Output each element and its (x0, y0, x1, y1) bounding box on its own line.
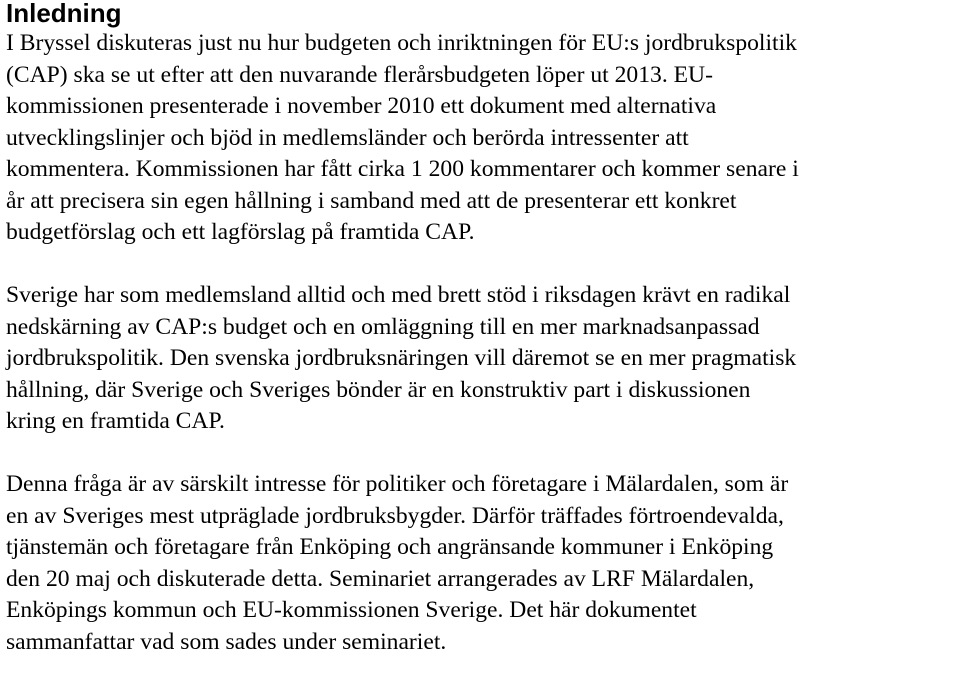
paragraph-line: Sverige har som medlemsland alltid och med brett stöd i riksdagen krävt en radikal (6, 282, 791, 308)
paragraph-line: den 20 maj och diskuterade detta. Seminariet arrangerades av LRF Mälardalen, (6, 565, 755, 592)
document-page (6, 0, 956, 658)
paragraph-line: Enköpings kommun och EU-kommissionen Sverige. Det här dokumentet (6, 597, 697, 623)
paragraph-spacer (6, 438, 956, 470)
paragraph-line: hållning, där Sverige och Sveriges bönder är en konstruktiv part i diskussionen (6, 376, 751, 403)
paragraph-line: kring en framtida CAP. (6, 408, 225, 434)
paragraph-line: år att precisera sin egen hållning i samband med att de presenterar ett konkret (6, 187, 737, 214)
paragraph-line: Denna fråga är av särskilt intresse för politiker och företagare i Mälardalen, som är (6, 471, 789, 497)
paragraph-line: utvecklingslinjer och bjöd in medlemsländer och berörda intressenter att (6, 124, 689, 151)
section-heading: Inledning (6, 0, 122, 28)
paragraph-seminar (6, 469, 956, 658)
paragraph-line: sammanfattar vad som sades under seminariet. (6, 628, 447, 655)
paragraph-spacer (6, 249, 956, 281)
paragraph-line: I Bryssel diskuteras just nu hur budgeten och inriktningen för EU:s jordbrukspolitik (6, 30, 797, 56)
paragraph-sweden-position (6, 280, 956, 438)
paragraph-line: en av Sveriges mest utpräglade jordbruksbygder. Därför träffades förtroendevalda, (6, 502, 784, 529)
paragraph-line: (CAP) ska se ut efter att den nuvarande flerårsbudgeten löper ut 2013. EU- (6, 61, 713, 88)
paragraph-intro (6, 28, 956, 249)
paragraph-line: tjänstemän och företagare från Enköping och angränsande kommuner i Enköping (6, 534, 774, 560)
paragraph-line: kommissionen presenterade i november 2010 ett dokument med alternativa (6, 93, 717, 119)
paragraph-line: jordbrukspolitik. Den svenska jordbruksnäringen vill däremot se en mer pragmatisk (6, 345, 797, 371)
paragraph-line: nedskärning av CAP:s budget och en omläggning till en mer marknadsanpassad (6, 313, 760, 340)
paragraph-line: budgetförslag och ett lagförslag på framtida CAP. (6, 219, 475, 245)
paragraph-line: kommentera. Kommissionen har fått cirka 1 200 kommentarer och kommer senare i (6, 156, 799, 182)
